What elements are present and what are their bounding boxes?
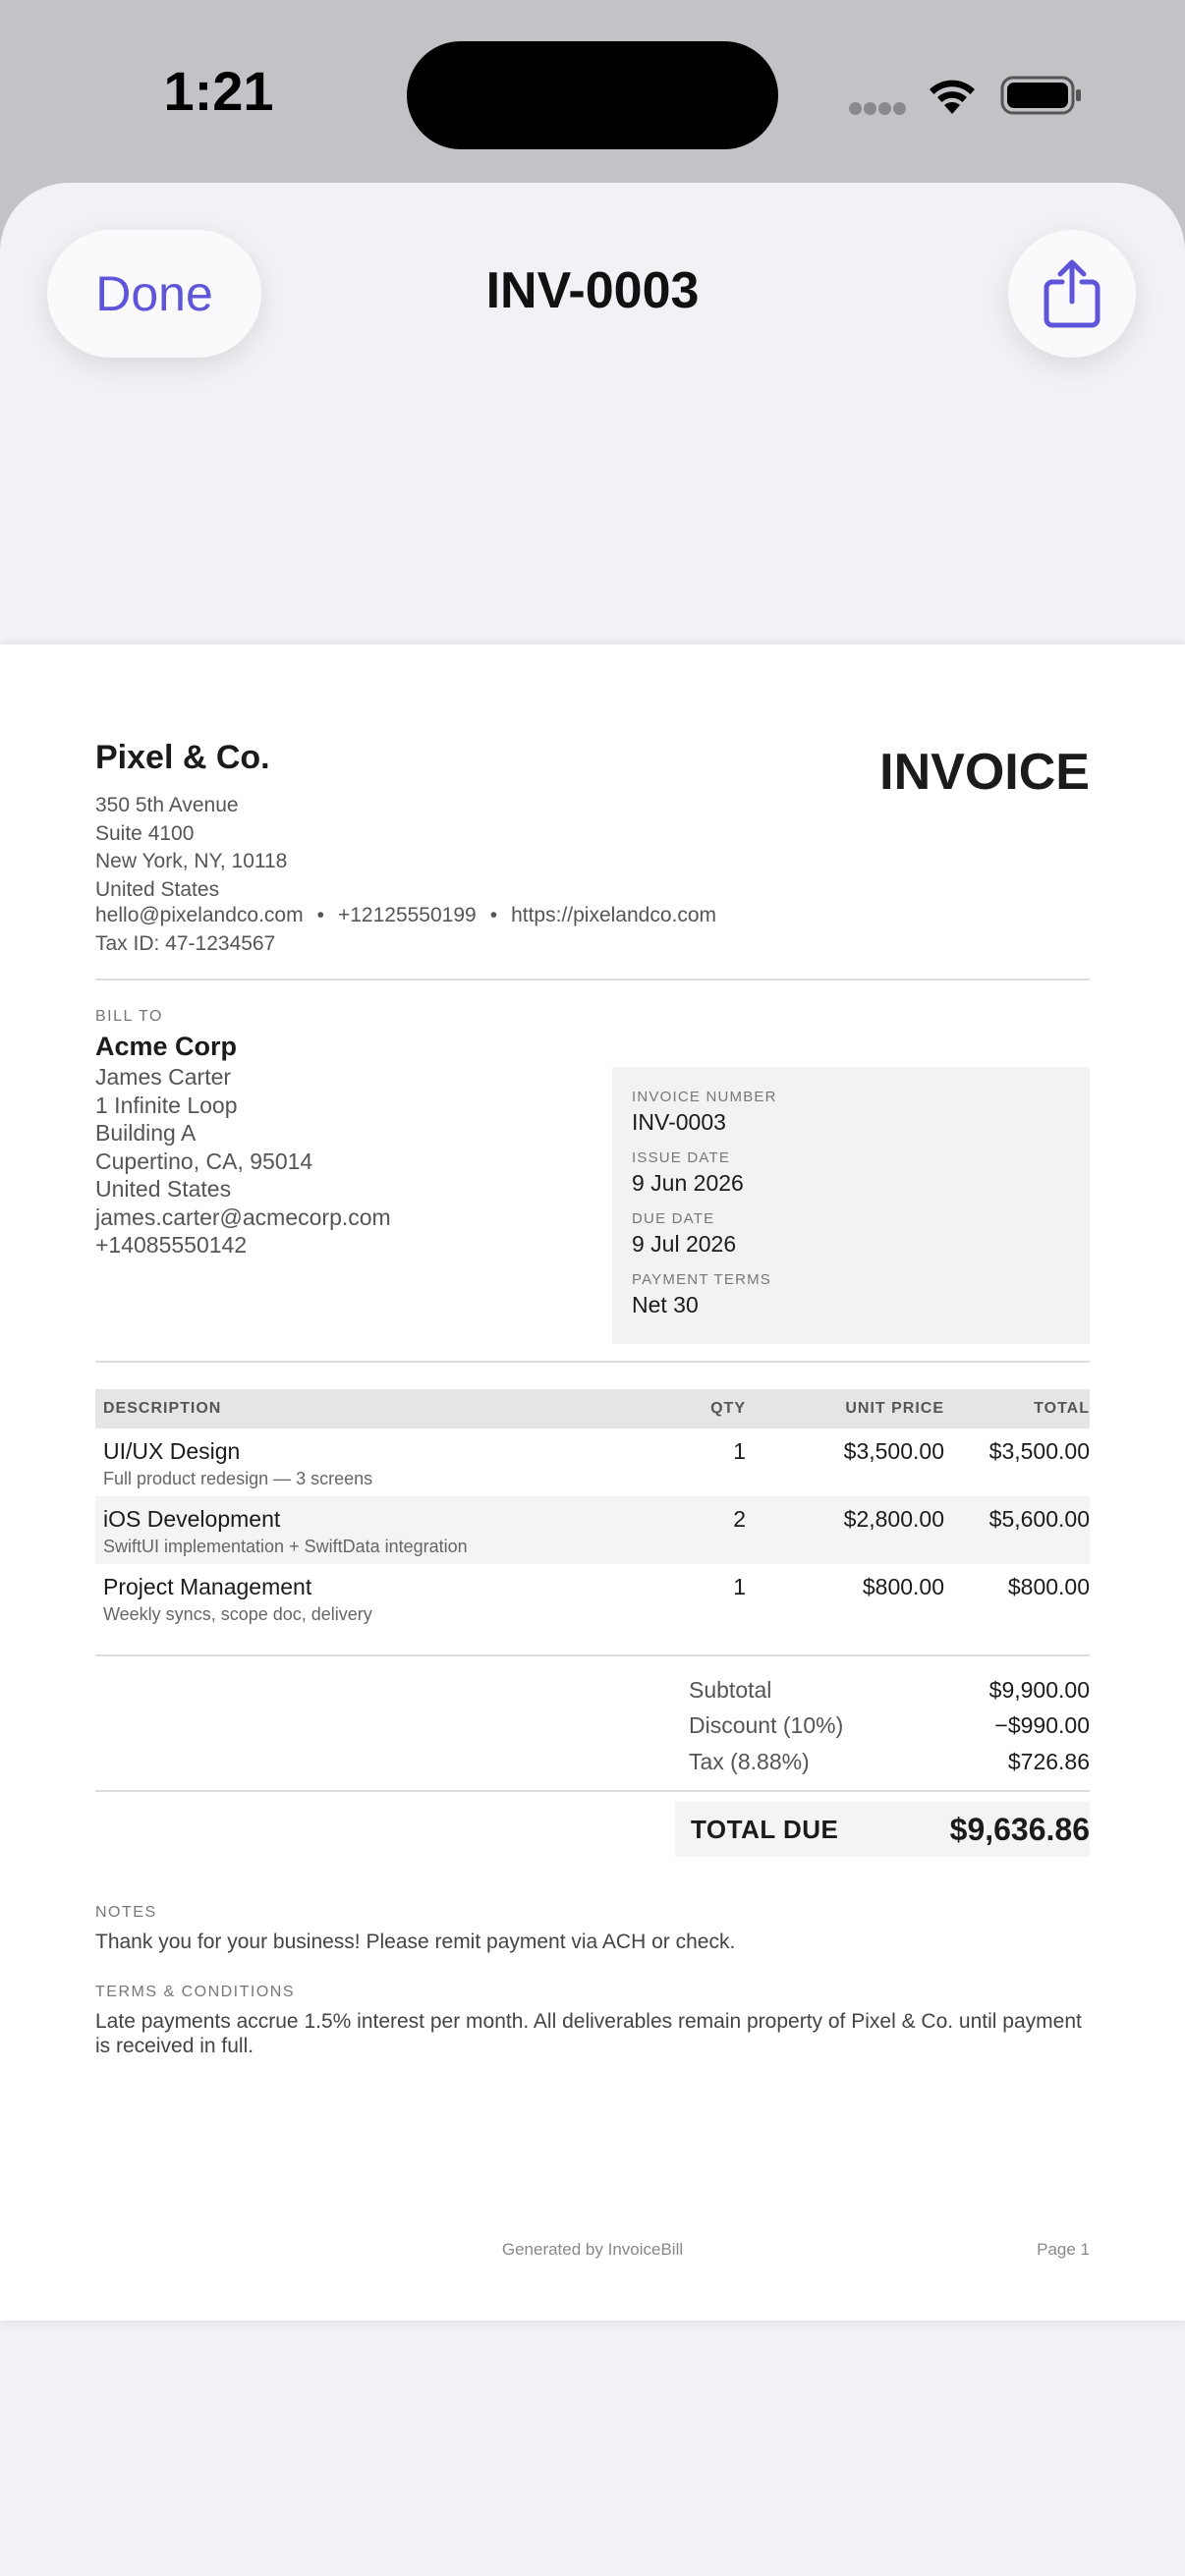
divider: [95, 979, 1090, 980]
table-row: [95, 1496, 1090, 1564]
meta-label: PAYMENT TERMS: [632, 1271, 772, 1288]
header-description: DESCRIPTION: [103, 1400, 222, 1417]
item-total: $3,500.00: [988, 1438, 1090, 1464]
item-name: Project Management: [103, 1574, 312, 1599]
totals-label: Subtotal: [689, 1676, 772, 1703]
item-detail: Weekly syncs, scope doc, delivery: [103, 1604, 372, 1624]
footer-page-number: Page 1: [1037, 2240, 1090, 2259]
header-qty: QTY: [710, 1400, 746, 1417]
notes-label: NOTES: [95, 1904, 157, 1921]
totals-value: −$990.00: [994, 1712, 1090, 1739]
total-due-label: TOTAL DUE: [691, 1814, 839, 1844]
header-total: TOTAL: [1034, 1400, 1090, 1417]
totals-label: Tax (8.88%): [689, 1748, 810, 1774]
client-details: [95, 1063, 391, 1260]
item-detail: Full product redesign — 3 screens: [103, 1469, 373, 1488]
client-line: United States: [95, 1176, 232, 1202]
address-line: Suite 4100: [95, 821, 195, 845]
share-button[interactable]: [1008, 230, 1136, 358]
item-qty: 2: [733, 1506, 746, 1532]
totals-value: $9,900.00: [988, 1676, 1090, 1703]
company-website: https://pixelandco.com: [511, 904, 717, 926]
total-due-box: [675, 1802, 1090, 1857]
totals-summary: [685, 1672, 1090, 1780]
tax-row: [685, 1744, 1090, 1780]
invoice-meta-box: [612, 1067, 1090, 1344]
meta-label: INVOICE NUMBER: [632, 1089, 777, 1105]
company-address: [95, 792, 287, 904]
wifi-icon: [924, 75, 981, 116]
notes-text: Thank you for your business! Please remit payment via ACH or check.: [95, 1931, 736, 1953]
item-unit-price: $800.00: [862, 1574, 944, 1599]
meta-value: 9 Jul 2026: [632, 1231, 737, 1257]
client-phone: +14085550142: [95, 1232, 248, 1258]
client-line: Building A: [95, 1120, 197, 1146]
invoice-heading: INVOICE: [879, 744, 1090, 801]
totals-value: $726.86: [1007, 1748, 1090, 1774]
meta-value: INV-0003: [632, 1109, 726, 1135]
client-name: Acme Corp: [95, 1032, 238, 1061]
client-line: Cupertino, CA, 95014: [95, 1148, 313, 1174]
share-icon: [1041, 256, 1103, 331]
address-line: 350 5th Avenue: [95, 794, 239, 816]
company-email: hello@pixelandco.com: [95, 904, 304, 926]
terms-label: TERMS & CONDITIONS: [95, 1984, 296, 2000]
nav-bar: [0, 183, 1185, 379]
status-time: 1:21: [163, 60, 274, 122]
line-items-table: [95, 1389, 1090, 1632]
item-name: UI/UX Design: [103, 1438, 241, 1464]
item-detail: SwiftUI implementation + SwiftData integration: [103, 1537, 468, 1556]
done-button[interactable]: Done: [47, 230, 261, 358]
company-name: Pixel & Co.: [95, 739, 270, 776]
total-due-value: $9,636.86: [949, 1811, 1090, 1847]
address-line: New York, NY, 10118: [95, 850, 288, 872]
meta-value: 9 Jun 2026: [632, 1170, 744, 1196]
dynamic-island: [407, 41, 778, 149]
nav-title: INV-0003: [485, 262, 700, 319]
status-bar: [0, 0, 1185, 187]
totals-label: Discount (10%): [689, 1712, 844, 1739]
item-name: iOS Development: [103, 1506, 281, 1532]
table-header: [95, 1389, 1090, 1428]
item-unit-price: $3,500.00: [843, 1438, 944, 1464]
company-tax-id: Tax ID: 47-1234567: [95, 932, 276, 955]
divider: [95, 1654, 1090, 1656]
meta-value: Net 30: [632, 1292, 699, 1317]
client-line: 1 Infinite Loop: [95, 1092, 238, 1118]
footer-generated: Generated by InvoiceBill: [501, 2240, 684, 2259]
divider: [95, 1790, 1090, 1792]
invoice-page: [0, 644, 1185, 2321]
separator: •: [316, 904, 324, 926]
item-description: [95, 1438, 646, 1489]
cellular-signal-icon: [849, 102, 908, 116]
table-row: [95, 1564, 1090, 1632]
bill-to-label: BILL TO: [95, 1008, 163, 1025]
item-qty: 1: [733, 1438, 746, 1464]
terms-text: Late payments accrue 1.5% interest per month. All deliverables remain property of Pixel & Co. until payment is received in full.: [95, 2010, 1082, 2057]
divider: [95, 1361, 1090, 1363]
item-description: [95, 1574, 646, 1625]
meta-label: DUE DATE: [632, 1210, 715, 1227]
address-line: United States: [95, 877, 220, 901]
item-total: $5,600.00: [988, 1506, 1090, 1532]
client-email: james.carter@acmecorp.com: [95, 1204, 391, 1230]
separator: •: [489, 904, 498, 926]
item-description: [95, 1506, 646, 1557]
client-line: James Carter: [95, 1064, 232, 1090]
header-unit-price: UNIT PRICE: [845, 1400, 944, 1417]
subtotal-row: [685, 1672, 1090, 1708]
table-row: [95, 1428, 1090, 1496]
battery-icon: [1000, 75, 1083, 116]
meta-label: ISSUE DATE: [632, 1149, 731, 1166]
company-contacts: [95, 904, 716, 927]
company-phone: +12125550199: [337, 904, 477, 926]
discount-row: [685, 1708, 1090, 1745]
item-qty: 1: [733, 1574, 746, 1599]
item-total: $800.00: [1007, 1574, 1090, 1599]
item-unit-price: $2,800.00: [843, 1506, 944, 1532]
